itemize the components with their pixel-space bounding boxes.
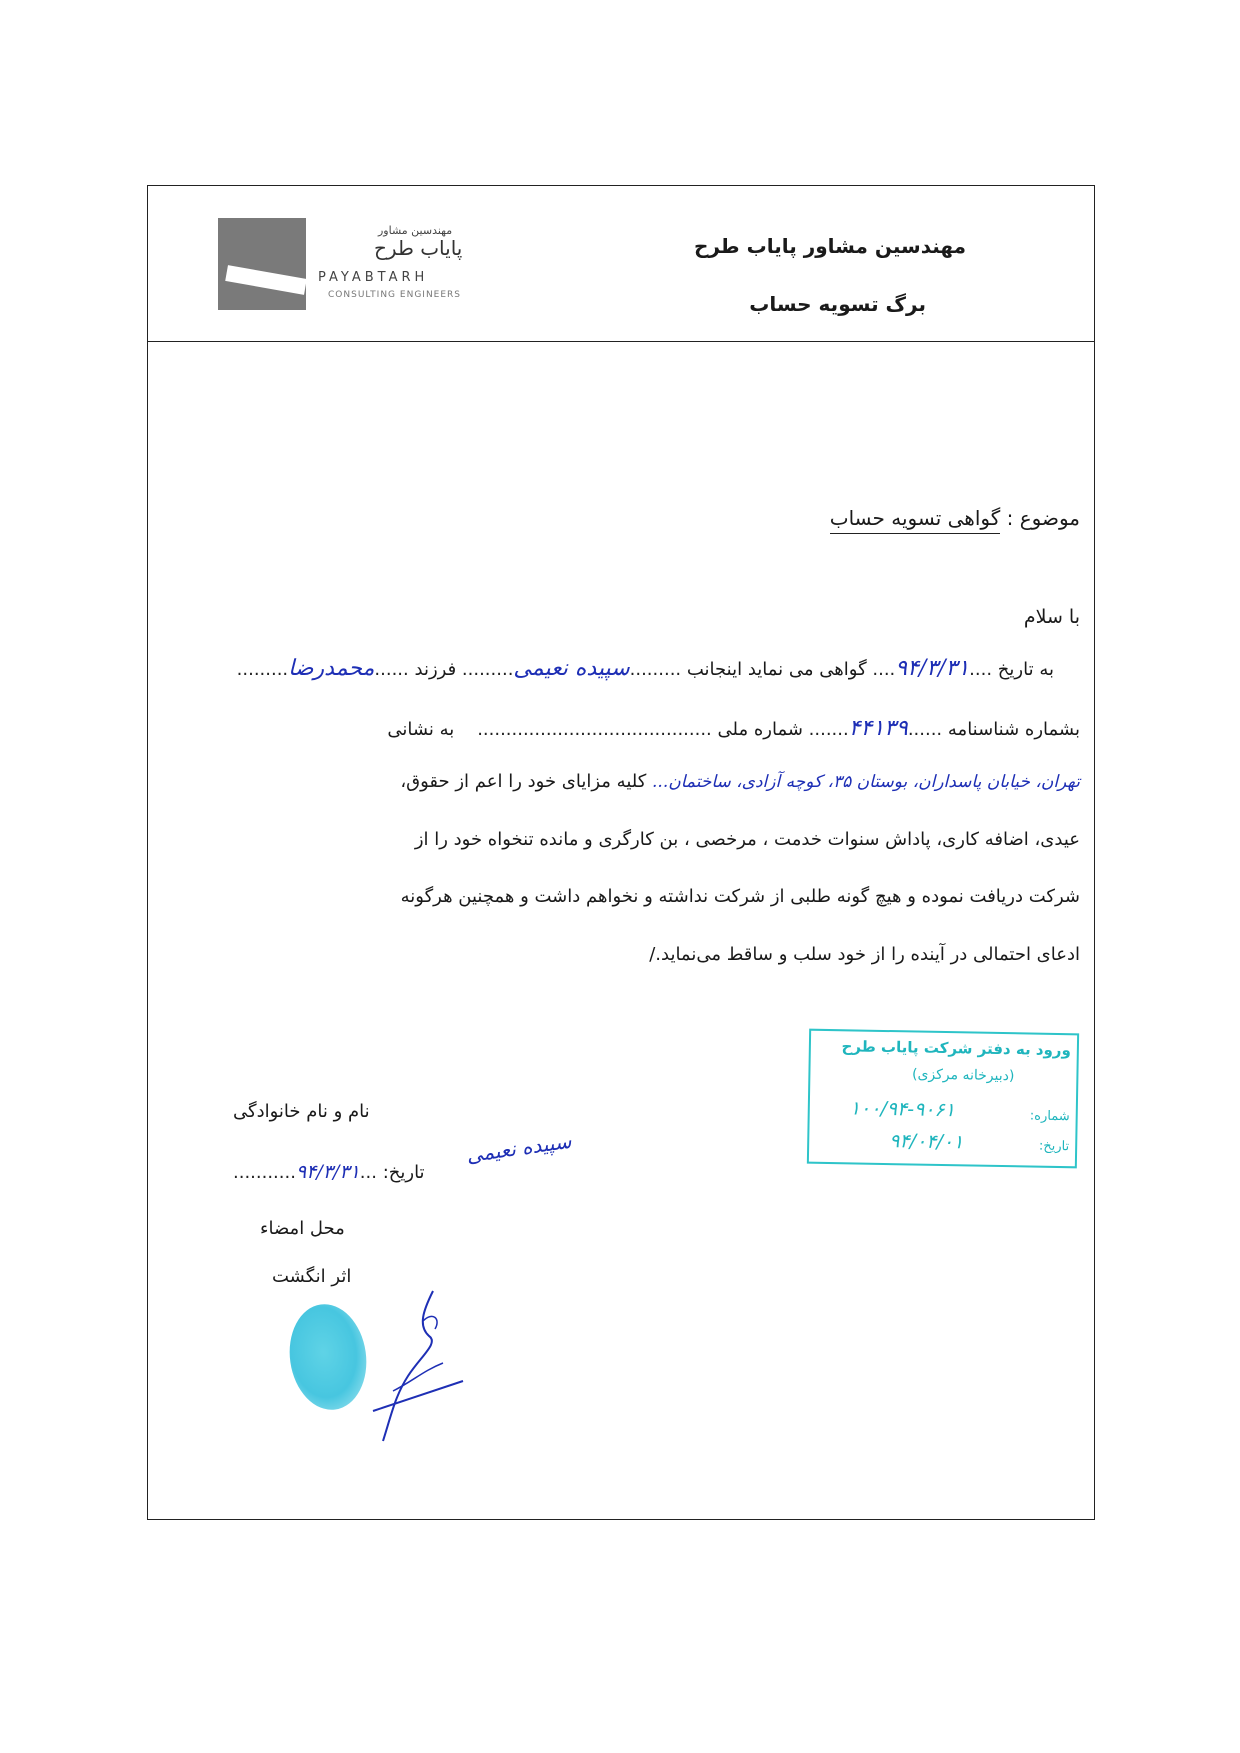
signature-date-handwritten: ۹۴/۳/۳۱ <box>295 1161 360 1183</box>
company-name: مهندسین مشاور پایاب طرح <box>693 234 966 258</box>
child-of-label: فرزند <box>414 659 457 680</box>
stamp-title: ورود به دفتر شرکت پایاب طرح <box>841 1037 1072 1060</box>
handwritten-address: تهران، خیابان پاسداران، بوستان ۳۵، کوچه آزادی، ساختمان... <box>652 772 1080 792</box>
stamp-date-value: ۹۴/۰۴/۰۱ <box>889 1130 964 1154</box>
date-prefix: به تاریخ <box>997 659 1054 680</box>
address-label: به نشانی <box>387 719 455 740</box>
signature-date-label: تاریخ: <box>382 1162 425 1183</box>
id-label: بشماره شناسنامه <box>947 719 1080 740</box>
subject-value: گواهی تسویه حساب <box>830 506 1001 534</box>
national-id-label: شماره ملی <box>717 719 803 740</box>
stamp-number-label: شماره: <box>1029 1108 1070 1125</box>
certify-text: گواهی می نماید اینجانب <box>686 659 867 680</box>
letter-line-4: عیدی، اضافه کاری، پاداش سنوات خدمت ، مرخصی ، بن کارگری و مانده تنخواه خود را از <box>414 829 1080 850</box>
benefits-text: کلیه مزایای خود را اعم از حقوق، <box>400 771 647 792</box>
logo-name-fa: پایاب طرح <box>374 236 463 260</box>
logo-small-text: مهندسین مشاور <box>378 224 453 237</box>
signature-name-handwritten: سپیده نعیمی <box>464 1128 573 1168</box>
form-header <box>148 186 1094 342</box>
stamp-number-value: ۱۰۰/۹۴-۹۰۶۱ <box>849 1097 956 1122</box>
letter-line-5: شرکت دریافت نموده و هیچ گونه طلبی از شرکت نداشته و نخواهم داشت و همچنین هرگونه <box>400 886 1080 907</box>
signature-place-label: محل امضاء <box>260 1218 345 1239</box>
letter-line-6: ادعای احتمالی در آینده را از خود سلب و ساقط می‌نماید./ <box>649 944 1080 965</box>
logo-mark-icon <box>218 218 306 310</box>
logo-name-en: PAYABTARH <box>318 270 429 285</box>
stamp-date-label: تاریخ: <box>1038 1138 1070 1155</box>
greeting: با سلام <box>1023 606 1080 628</box>
handwritten-date: ۹۴/۳/۳۱ <box>895 656 970 681</box>
name-label: نام و نام خانوادگی <box>233 1101 370 1122</box>
handwritten-father: محمدرضا <box>288 656 375 681</box>
fingerprint-label: اثر انگشت <box>272 1266 352 1287</box>
letter-line-1: به تاریخ ....۹۴/۳/۳۱.... گواهی می نماید اینجانب .........سپیده نعیمی......... فرزند ......محمدرضا......... <box>236 656 1054 681</box>
company-logo <box>218 218 518 318</box>
fingerprint-icon <box>283 1299 373 1415</box>
logo-subtitle-en: CONSULTING ENGINEERS <box>328 290 462 300</box>
subject-label: موضوع : <box>1006 506 1080 530</box>
letter-line-2: بشماره شناسنامه ......۴۴۱۳۹....... شماره ملی ......................................... به نشانی <box>387 716 1080 741</box>
handwritten-name: سپیده نعیمی <box>513 656 630 681</box>
letter-line-3 <box>400 771 1080 792</box>
handwritten-signature-icon <box>363 1281 473 1451</box>
subject-line <box>830 506 1080 530</box>
signature-date-line: تاریخ: ...۹۴/۳/۳۱........... <box>233 1161 425 1183</box>
stamp-subtitle: (دبیرخانه مرکزی) <box>911 1066 1015 1085</box>
form-frame <box>147 185 1095 1520</box>
handwritten-id: ۴۴۱۳۹ <box>848 716 908 741</box>
form-title: برگ تسویه حساب <box>749 292 926 316</box>
registry-stamp <box>807 1029 1079 1169</box>
